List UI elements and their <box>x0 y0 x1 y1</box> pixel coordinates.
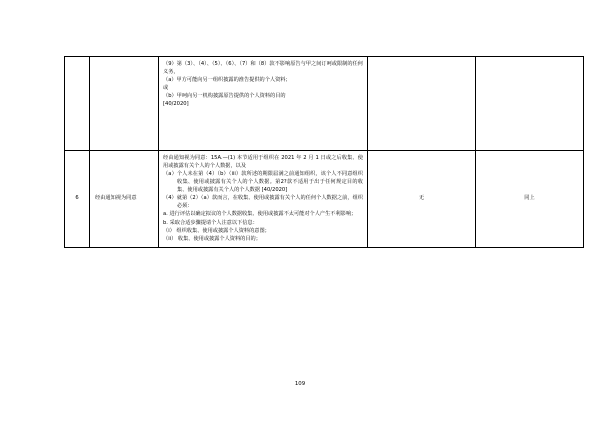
body-paragraph: 经由通知视为同意：15A.—(1) 本节适用于组织在 2021 年 2 月 1 日或之后收集、使用或披露有关个人的个人数据，以及 <box>163 155 363 170</box>
body-paragraph: （9）第（3）、（4）、（5）、（6）、（7）和（8）款不影响原告与甲之间订呵或限制的任何义务， <box>163 61 363 76</box>
body-paragraph: b. 采取合适步骤提请个人注意以下信息： <box>163 219 258 226</box>
row-right-cell: 同上 <box>476 151 584 248</box>
body-paragraph: （4）就第（2）（a）款而言，在收集、使用或披露有关个人的任何个人数据之前，组织必须： <box>163 195 363 210</box>
body-paragraph: （a）个人未在第（4）（b）（iii）款所述的期限届满之前通知组织，该个人不同意组织收集、使用或披露有关个人的个人数据。第2?款不适用于出于任何规定目的收集、使用或披露有关个人的个人数据 [40/2020] <box>163 171 363 194</box>
body-paragraph: （a）甲方可能向另一组织披露的淮告提供的个人资料； <box>163 77 291 84</box>
row-body-cell <box>159 151 368 248</box>
body-paragraph: （b）甲呵向另一机构披露原告提供的个人资料的目的 <box>163 93 286 100</box>
row-middle-cell: 无 <box>368 151 476 248</box>
body-paragraph: a. 进行评估以确定拟议的个人数据收集、使用或披露不太可能对个人产生不利影响； <box>163 211 357 218</box>
row-topic-cell <box>90 57 159 151</box>
body-paragraph: [40/2020] <box>163 101 189 108</box>
row-body-cell <box>159 57 368 151</box>
row-middle-cell <box>368 57 476 151</box>
row-number-cell: 6 <box>65 151 90 248</box>
body-paragraph: （i） 组织收集、使用或披露个人资料的意图； <box>163 227 270 234</box>
comparison-table <box>64 56 584 248</box>
row-right-cell <box>476 57 584 151</box>
body-paragraph: 或 <box>163 85 169 92</box>
body-paragraph: （ii） 收集、使用或披露个人资料的目的； <box>163 235 261 242</box>
table-row <box>65 151 584 248</box>
page-number: 109 <box>294 381 306 387</box>
row-number-cell <box>65 57 90 151</box>
table-row <box>65 57 584 151</box>
row-topic-cell: 经由通知视为同意 <box>90 151 159 248</box>
